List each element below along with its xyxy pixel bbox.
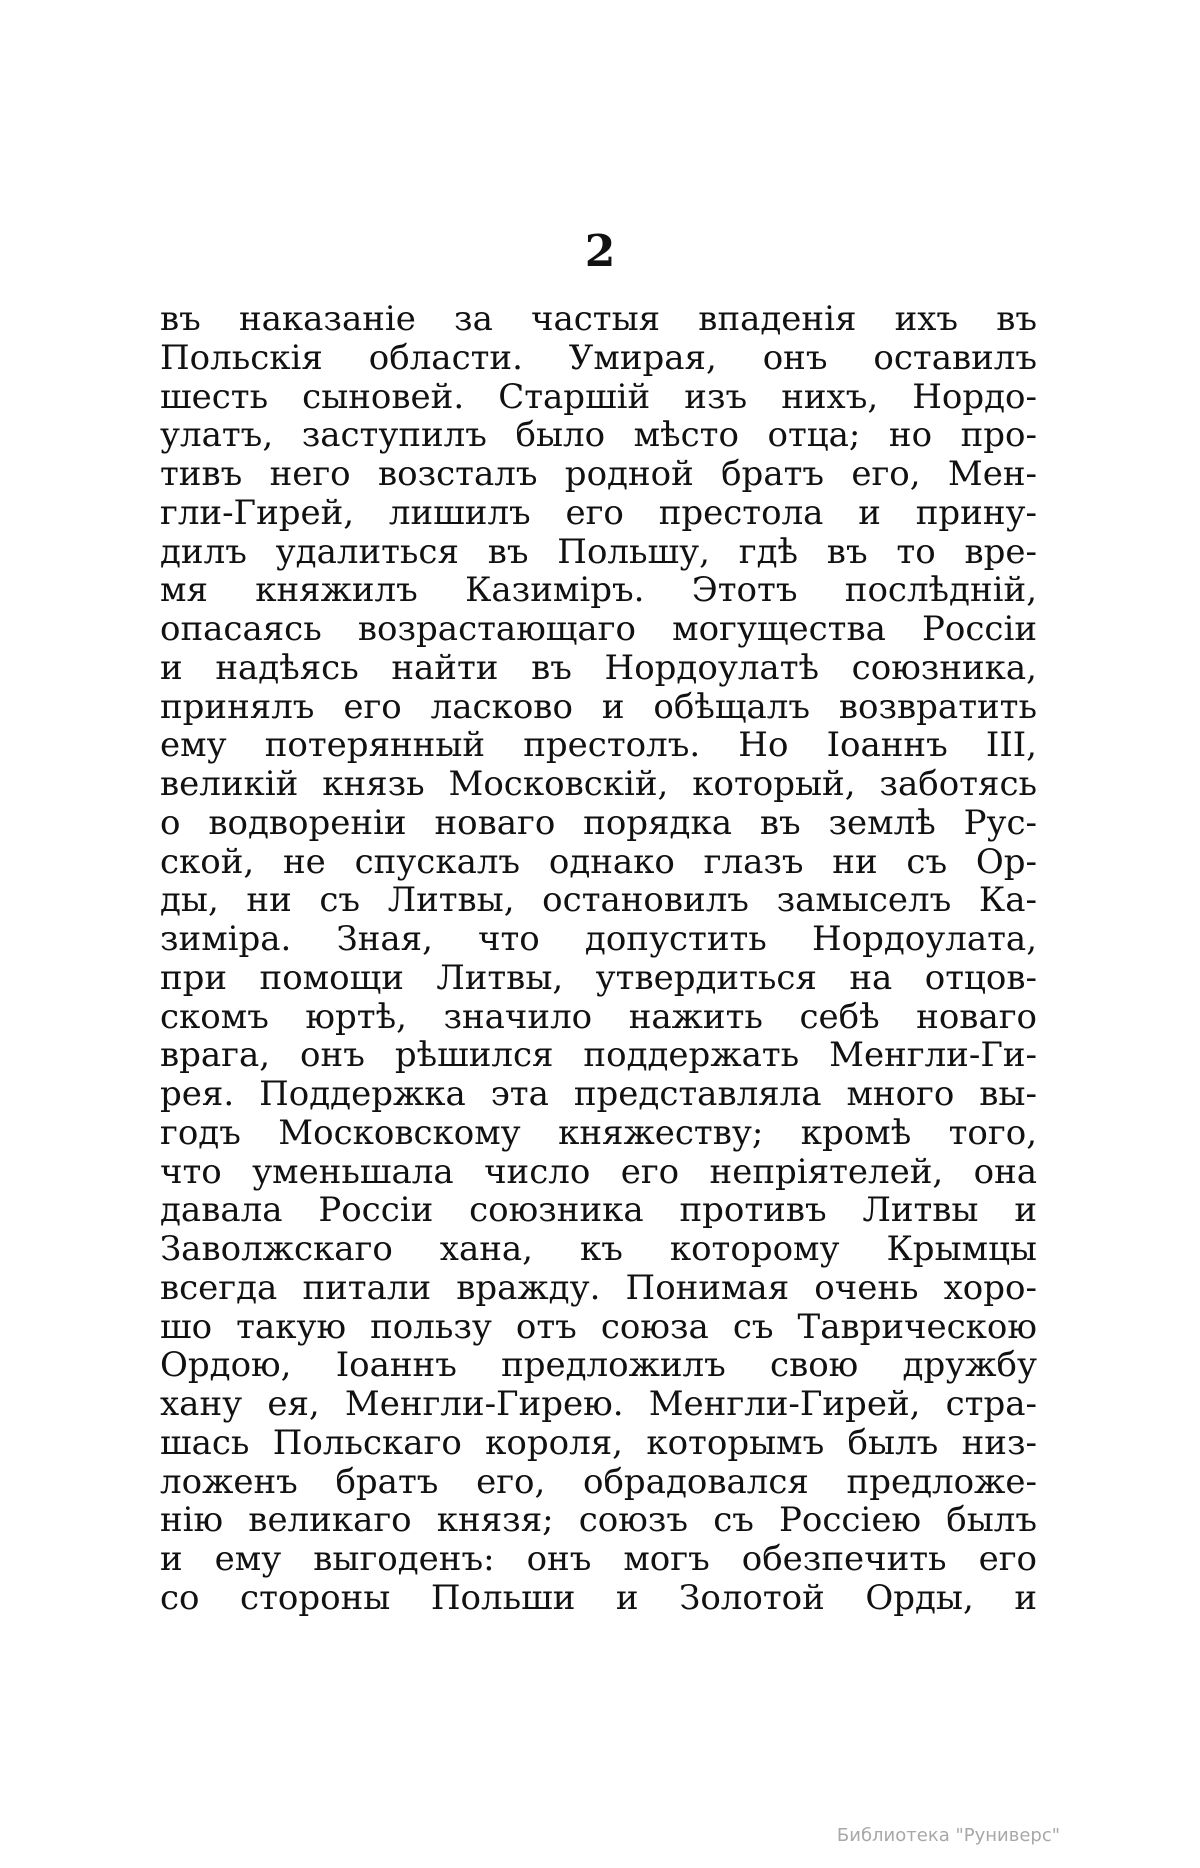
text-line: Польскія области. Умирая, онъ оставилъ	[160, 338, 1037, 378]
text-line: годъ Московскому княжеству; кромѣ того,	[160, 1113, 1037, 1153]
text-line: Ордою, Іоаннъ предложилъ свою дружбу	[160, 1346, 1037, 1385]
text-line: мя княжилъ Казиміръ. Этотъ послѣдній,	[160, 571, 1037, 610]
text-line: дилъ удалиться въ Польшу, гдѣ въ то вре-	[160, 532, 1037, 572]
text-line: давала Россіи союзника противъ Литвы и	[160, 1191, 1037, 1230]
library-watermark: Библиотека "Руниверс"	[836, 1825, 1060, 1846]
text-line: великій князь Московскій, который, заботясь	[160, 765, 1037, 804]
text-line: хану ея, Менгли-Гирею. Менгли-Гирей, стра-	[160, 1385, 1037, 1424]
text-line: рея. Поддержка эта представляла много вы-	[160, 1075, 1037, 1114]
text-line: улатъ, заступилъ было мѣсто отца; но про-	[160, 416, 1037, 455]
text-line: о водвореніи новаго порядка въ землѣ Рус-	[160, 803, 1037, 843]
text-line: нію великаго князя; союзъ съ Россіею былъ	[160, 1501, 1037, 1540]
text-line: и надѣясь найти въ Нордоулатѣ союзника,	[160, 648, 1037, 688]
page-number: 2	[584, 226, 616, 277]
text-line: Заволжскаго хана, къ которому Крымцы	[160, 1230, 1037, 1269]
text-line: ской, не спускалъ однако глазъ ни съ Ор-	[160, 842, 1037, 882]
text-line: опасаясь возрастающаго могущества Россіи	[160, 610, 1037, 649]
text-line: ему потерянный престолъ. Но Іоаннъ III,	[160, 726, 1037, 765]
text-line: и ему выгоденъ: онъ могъ обезпечить его	[160, 1540, 1037, 1579]
text-line: шась Польскаго короля, которымъ былъ низ-	[160, 1423, 1037, 1463]
text-line: шо такую пользу отъ союза съ Таврическою	[160, 1307, 1037, 1347]
text-line: при помощи Литвы, утвердиться на отцов-	[160, 958, 1037, 998]
text-line: ложенъ братъ его, обрадовался предложе-	[160, 1462, 1037, 1502]
text-line: принялъ его ласково и обѣщалъ возвратить	[160, 687, 1037, 727]
text-line: скомъ юртѣ, значило нажить себѣ новаго	[160, 997, 1037, 1037]
body-text	[160, 300, 1037, 1618]
text-line: зиміра. Зная, что допустить Нордоулата,	[160, 920, 1037, 959]
text-line: что уменьшала число его непріятелей, она	[160, 1152, 1037, 1192]
text-line: гли-Гирей, лишилъ его престола и прину-	[160, 493, 1037, 533]
text-line: всегда питали вражду. Понимая очень хоро-	[160, 1268, 1037, 1308]
text-line: со стороны Польши и Золотой Орды, и	[160, 1578, 1037, 1618]
text-line: врага, онъ рѣшился поддержать Менгли-Ги-	[160, 1036, 1037, 1075]
text-line: тивъ него возсталъ родной братъ его, Мен-	[160, 455, 1037, 494]
text-line: шесть сыновей. Старшій изъ нихъ, Нордо-	[160, 377, 1037, 417]
text-line: въ наказаніе за частыя впаденія ихъ въ	[160, 300, 1037, 339]
text-line: ды, ни съ Литвы, остановилъ замыселъ Ка-	[160, 881, 1037, 920]
